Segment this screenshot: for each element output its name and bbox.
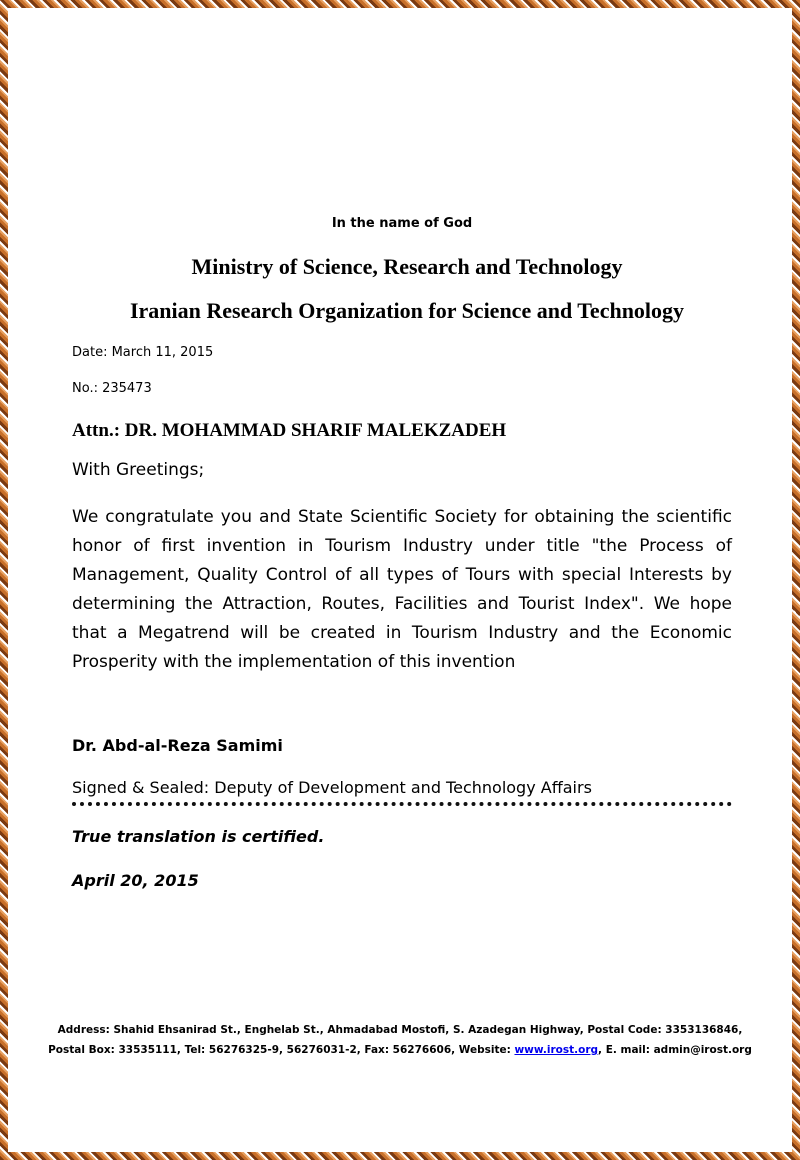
signer-name: Dr. Abd-al-Reza Samimi — [72, 736, 283, 755]
footer-address — [40, 1020, 760, 1060]
letter-body: We congratulate you and State Scientific Society for obtaining the scientific honor of first invention in Tourism Industry under title "the Process of Management, Quality Control of all types of Tours with special Interests by determining the Attraction, Routes, Facilities and Tourist Index". We hope that a Megatrend will be created in Tourism Industry and the Economic Prosperity with the implementation of this invention — [72, 507, 732, 672]
website-link[interactable]: www.irost.org — [514, 1044, 599, 1056]
letter-number: No.: 235473 — [72, 381, 152, 396]
ministry-title: Ministry of Science, Research and Technology — [191, 254, 623, 279]
footer-line-2 — [40, 1040, 760, 1060]
footer-email: , E. mail: admin@irost.org — [598, 1044, 752, 1056]
footer-contact-prefix: Postal Box: 33535111, Tel: 56276325-9, 56276031-2, Fax: 56276606, Website: — [48, 1044, 515, 1056]
footer-line-1: Address: Shahid Ehsanirad St., Enghelab St., Ahmadabad Mostofi, S. Azadegan Highway, Postal Code: 3353136846, — [57, 1024, 743, 1036]
greeting: With Greetings; — [72, 460, 205, 480]
certification-statement: True translation is certified. — [72, 827, 325, 846]
letter-date: Date: March 11, 2015 — [72, 345, 214, 360]
signed-sealed-line: Signed & Sealed: Deputy of Development and Technology Affairs — [72, 778, 592, 797]
certification-date: April 20, 2015 — [72, 871, 199, 890]
basmala-heading: In the name of God — [331, 216, 473, 231]
attention-line: Attn.: DR. MOHAMMAD SHARIF MALEKZADEH — [72, 420, 507, 441]
organization-title: Iranian Research Organization for Science and Technology — [129, 298, 685, 323]
dotted-divider — [72, 802, 732, 806]
